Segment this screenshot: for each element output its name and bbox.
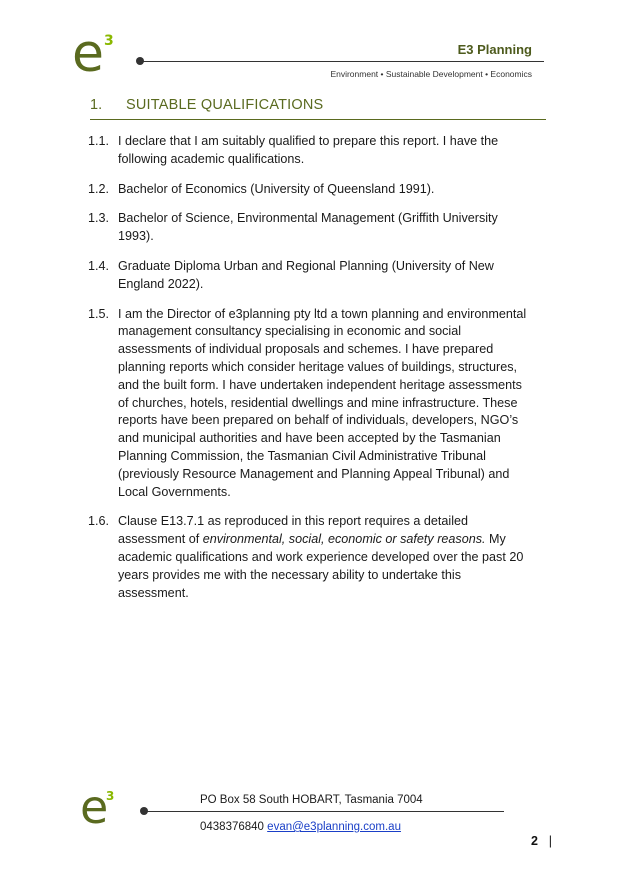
item-text-after: My academic qualifications and work experience developed over the past 20 years provides me with the necessary ability to undertake this assessment. xyxy=(118,532,524,600)
section-heading xyxy=(90,97,546,120)
item-number: 1.4. xyxy=(88,258,110,273)
page-number: 2 xyxy=(531,834,538,848)
item-text: Bachelor of Economics (University of Queensland 1991). xyxy=(118,181,435,196)
logo-letter: e xyxy=(72,24,104,84)
footer-email-link[interactable]: evan@e3planning.com.au xyxy=(267,821,401,833)
list-item xyxy=(88,181,528,199)
item-text-before: Clause E13.7.1 as reproduced in this report requires a detailed assessment of xyxy=(118,514,469,547)
logo-superscript: 3 xyxy=(104,33,114,49)
item-text xyxy=(118,513,528,602)
footer-address: PO Box 58 South HOBART, Tasmania 7004 xyxy=(200,794,423,806)
footer-phone: 0438376840 xyxy=(200,821,264,833)
footer-rule xyxy=(146,811,504,812)
list-item xyxy=(88,306,528,502)
item-number: 1.5. xyxy=(88,306,110,321)
page-separator: | xyxy=(548,834,552,848)
list-item xyxy=(88,210,528,246)
item-number: 1.2. xyxy=(88,181,110,196)
item-text-italic: environmental, social, economic or safety reasons. xyxy=(202,532,486,547)
item-text: Bachelor of Science, Environmental Management (Griffith University 1993). xyxy=(118,211,498,244)
header-rule xyxy=(142,61,544,62)
section-title: SUITABLE QUALIFICATIONS xyxy=(126,97,324,113)
brand-title: E3 Planning xyxy=(457,42,532,57)
footer-contact xyxy=(200,821,401,833)
item-text: I declare that I am suitably qualified to prepare this report. I have the following academic qualifications. xyxy=(118,134,499,166)
item-number: 1.3. xyxy=(88,211,110,226)
item-text: Graduate Diploma Urban and Regional Planning (University of New England 2022). xyxy=(118,258,494,291)
list-item xyxy=(88,133,528,169)
e3-logo xyxy=(72,24,120,84)
logo-superscript: 3 xyxy=(106,789,115,803)
item-number: 1.1. xyxy=(88,134,110,148)
tagline: Environment • Sustainable Development • Economics xyxy=(330,69,532,79)
qualifications-list xyxy=(88,133,528,614)
item-number: 1.6. xyxy=(88,514,110,529)
item-text: I am the Director of e3planning pty ltd a town planning and environmental management consultancy specialising in economic and social assessments of individual proposals and schemes. I have prepared planning reports which consider heritage values of buildings, structures, and the built form. I have undertaken independent heritage assessments of churches, hotels, residential dwellings and mine infrastructure. These reports have been prepared on behalf of individuals, developers, NGO’s and municipal authorities and have been accepted by the Tasmanian Planning Commission, the Tasmanian Civil Administrative Tribunal (previously Resource Management and Planning Appeal Tribunal) and Local Governments. xyxy=(118,306,527,499)
list-item xyxy=(88,513,528,602)
list-item xyxy=(88,258,528,294)
logo-letter: e xyxy=(80,780,109,834)
footer-e3-logo xyxy=(80,780,118,834)
section-number: 1. xyxy=(90,97,103,113)
